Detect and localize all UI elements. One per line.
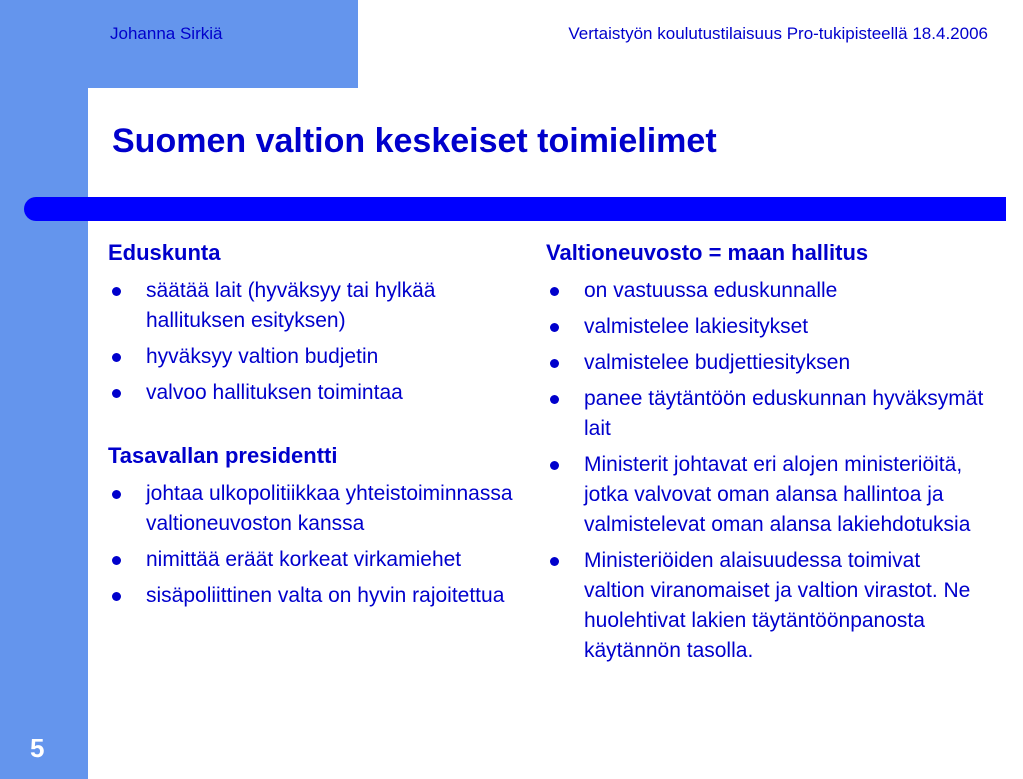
slide-title: Suomen valtion keskeiset toimielimet — [112, 122, 717, 160]
section-heading-eduskunta: Eduskunta — [108, 240, 221, 265]
list-item-text: valmistelee lakiesitykset — [584, 315, 809, 338]
list-item-text: valvoo hallituksen toimintaa — [146, 381, 403, 404]
title-rule — [24, 197, 1006, 221]
list-item-text: valmistelee budjettiesityksen — [584, 351, 851, 374]
side-bar — [0, 0, 88, 779]
bullet-icon — [112, 389, 121, 398]
list-item — [546, 312, 986, 342]
valtioneuvosto-list — [546, 276, 986, 666]
list-item-text: nimittää eräät korkeat virkamiehet — [146, 548, 462, 571]
bullet-icon — [112, 287, 121, 296]
bullet-icon — [550, 323, 559, 332]
list-item — [546, 276, 986, 306]
list-item-text: johtaa ulkopolitiikkaa yhteistoiminnassa valtioneuvoston kanssa — [146, 482, 513, 535]
list-item — [546, 384, 986, 444]
list-item-text: panee täytäntöön eduskunnan hyväksymät lait — [584, 387, 984, 440]
list-item — [546, 450, 986, 540]
list-item — [108, 581, 523, 611]
header-event: Vertaistyön koulutustilaisuus Pro-tukipisteellä 18.4.2006 — [568, 24, 988, 43]
list-item — [108, 479, 523, 539]
right-column — [546, 238, 986, 672]
list-item — [108, 276, 523, 336]
bullet-icon — [550, 461, 559, 470]
eduskunta-list — [108, 276, 523, 408]
top-band — [0, 0, 358, 88]
list-item — [108, 545, 523, 575]
left-column — [108, 238, 523, 617]
bullet-icon — [112, 556, 121, 565]
bullet-icon — [112, 592, 121, 601]
list-item-text: hyväksyy valtion budjetin — [146, 345, 379, 368]
list-item-text: sisäpoliittinen valta on hyvin rajoitettua — [146, 584, 505, 607]
bullet-icon — [550, 557, 559, 566]
list-item — [546, 546, 986, 666]
list-item-text: säätää lait (hyväksyy tai hylkää hallituksen esityksen) — [146, 279, 436, 332]
list-item — [108, 342, 523, 372]
header-author: Johanna Sirkiä — [110, 24, 223, 43]
bullet-icon — [550, 395, 559, 404]
list-item-text: on vastuussa eduskunnalle — [584, 279, 838, 302]
bullet-icon — [112, 353, 121, 362]
bullet-icon — [112, 490, 121, 499]
bullet-icon — [550, 359, 559, 368]
list-item — [108, 378, 523, 408]
page-number: 5 — [30, 733, 45, 763]
bullet-icon — [550, 287, 559, 296]
list-item-text: Ministerit johtavat eri alojen ministeriöitä, jotka valvovat oman alansa hallintoa ja valmistelevat oman alansa lakiehdotuksia — [584, 453, 971, 536]
list-item-text: Ministeriöiden alaisuudessa toimivat valtion viranomaiset ja valtion virastot. Ne huolehtivat lakien täytäntöönpanosta käytännön tasolla. — [584, 549, 971, 662]
list-item — [546, 348, 986, 378]
section-heading-presidentti: Tasavallan presidentti — [108, 443, 338, 468]
presidentti-list — [108, 479, 523, 611]
section-heading-valtioneuvosto: Valtioneuvosto = maan hallitus — [546, 240, 869, 265]
